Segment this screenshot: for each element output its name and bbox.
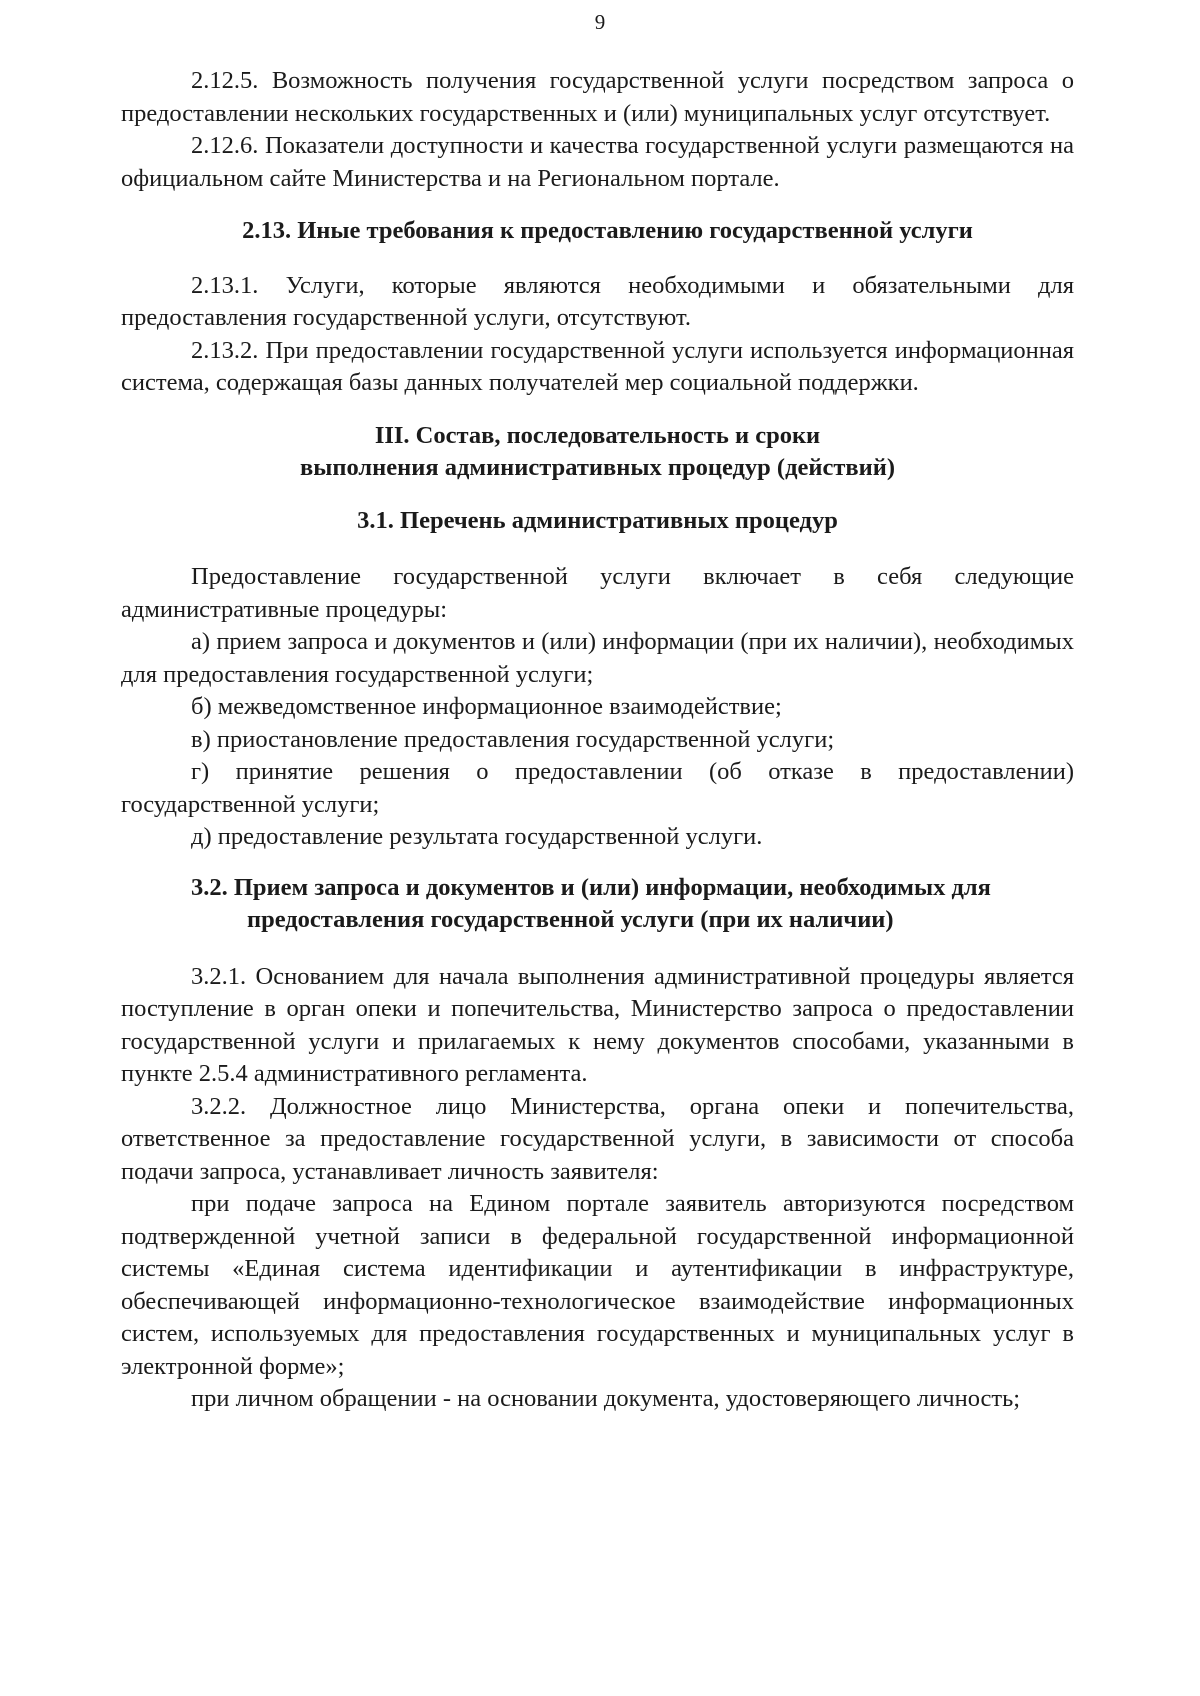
heading-3-1: 3.1. Перечень административных процедур xyxy=(357,506,838,534)
paragraph-2-13-1: 2.13.1. Услуги, которые являются необходимыми и обязательными для предоставления государственной услуги, отсутствуют. xyxy=(121,271,1074,331)
procedure-item-d: д) предоставление результата государственной услуги. xyxy=(191,823,763,850)
document-body xyxy=(121,65,1074,1416)
heading-3-2 xyxy=(121,872,1074,937)
paragraph-2-12-6: 2.12.6. Показатели доступности и качества государственной услуги размещаются на официальном сайте Министерства и на Региональном портале. xyxy=(121,132,1074,192)
paragraph-3-2-2: 3.2.2. Должностное лицо Министерства, органа опеки и попечительства, ответственное за предоставление государственной услуги, в зависимости от способа подачи запроса, устанавливает личность заявителя: xyxy=(121,1092,1074,1185)
heading-2-13: 2.13. Иные требования к предоставлению государственной услуги xyxy=(242,217,973,244)
procedure-item-a: а) прием запроса и документов и (или) информации (при их наличии), необходимых для предоставления государственной услуги; xyxy=(121,628,1074,688)
procedure-item-v: в) приостановление предоставления государственной услуги; xyxy=(191,725,835,753)
paragraph-personal-visit: при личном обращении - на основании документа, удостоверяющего личность; xyxy=(191,1385,1021,1412)
paragraph-epgu-submission: при подаче запроса на Едином портале заявитель авторизуются посредством подтвержденной учетной записи в федеральной государственной информационной системы «Единая система идентификации и аутентификации в инфраструктуре, обеспечивающей информационно-технологическое взаимодействие информационных систем, используемых для предоставления государственных и муниципальных услуг в электронной форме»; xyxy=(121,1190,1074,1380)
page-number: 9 xyxy=(594,10,606,34)
section-3-heading xyxy=(121,420,1074,485)
intro-3-1: Предоставление государственной услуги включает в себя следующие административные процедуры: xyxy=(121,563,1074,623)
paragraph-2-13-2: 2.13.2. При предоставлении государственной услуги используется информационная система, содержащая базы данных получателей мер социальной поддержки. xyxy=(121,336,1074,396)
section-3-heading-line-2: выполнения административных процедур (действий) xyxy=(299,454,895,481)
heading-3-2-line-1: 3.2. Прием запроса и документов и (или) информации, необходимых для xyxy=(191,873,991,901)
heading-3-2-line-2: предоставления государственной услуги (при их наличии) xyxy=(247,906,894,933)
procedure-item-b: б) межведомственное информационное взаимодействие; xyxy=(191,693,782,720)
paragraph-2-12-5: 2.12.5. Возможность получения государственной услуги посредством запроса о предоставлении нескольких государственных и (или) муниципальных услуг отсутствует. xyxy=(121,67,1074,127)
section-3-heading-line-1: III. Состав, последовательность и сроки xyxy=(374,421,821,449)
procedure-item-g: г) принятие решения о предоставлении (об отказе в предоставлении) государственной услуги; xyxy=(121,758,1074,818)
paragraph-3-2-1: 3.2.1. Основанием для начала выполнения административной процедуры является поступление в орган опеки и попечительства, Министерство запроса о предоставлении государственной услуги и прилагаемых к нему документов способами, указанными в пункте 2.5.4 административного регламента. xyxy=(121,962,1074,1087)
